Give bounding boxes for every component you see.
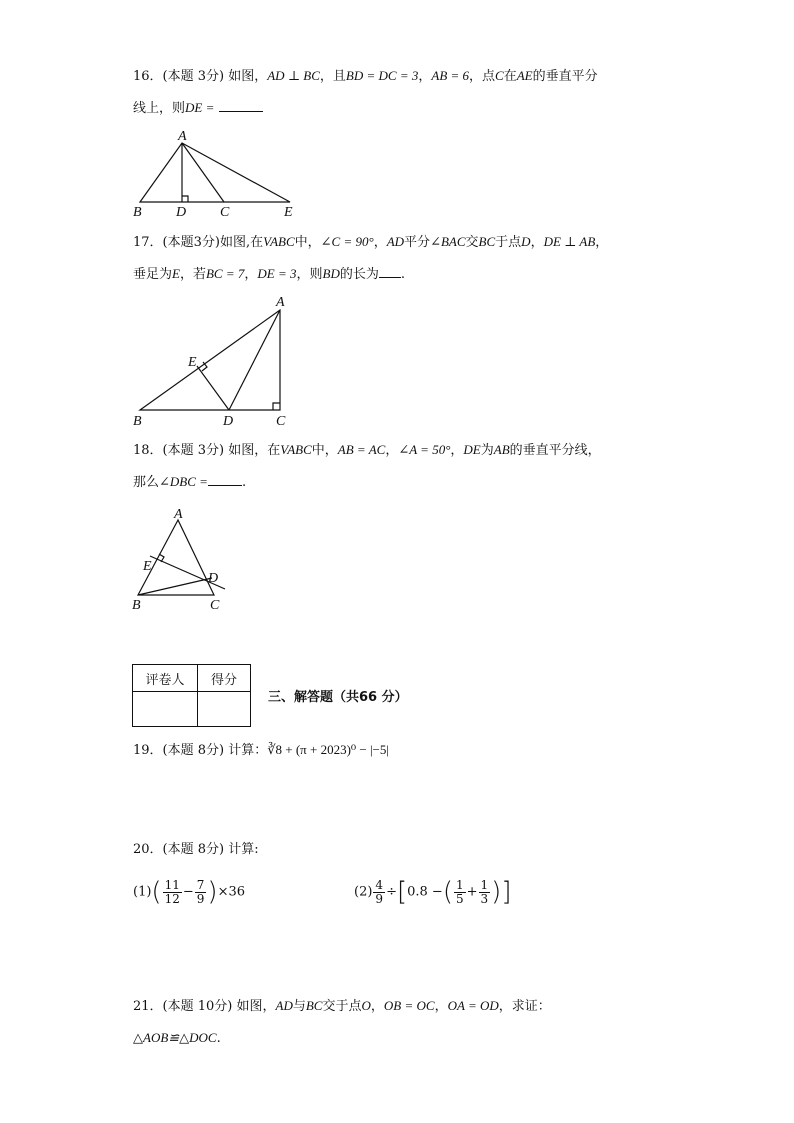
label-C: C	[210, 598, 220, 613]
label-E: E	[188, 355, 197, 370]
q17-line1: 17．(本题3分)如图,在VABC中，∠C = 90°，AD平分∠BAC交BC于点D，DE ⊥ AB，	[133, 234, 609, 250]
label-A: A	[178, 129, 187, 144]
grader-cell[interactable]	[133, 692, 198, 727]
q19: 19．(本题 8分) 计算：∛8 + (π + 2023)⁰ − |−5|	[133, 742, 389, 758]
label-C: C	[220, 205, 230, 220]
q20-part1: (1)( $\frac{11}{12}$ − $\frac{7}{9}$ )×36	[133, 877, 245, 907]
q20-head: 20．(本题 8分) 计算:	[133, 842, 259, 857]
answer-blank[interactable]	[219, 99, 263, 112]
label-C: C	[276, 414, 286, 429]
q18-line2: 那么∠DBC = .	[133, 474, 247, 490]
q16-line1: 16．(本题 3分) 如图，AD ⊥ BC，且BD = DC = 3，AB = 6，点C在AE的垂直平分	[133, 68, 598, 84]
q17-figure	[130, 290, 300, 430]
q21-line2: △AOB≌△DOC.	[133, 1030, 221, 1046]
q21-line1: 21．(本题 10分) 如图，AD与BC交于点O，OB = OC，OA = OD，求证：	[133, 998, 551, 1014]
label-D: D	[176, 205, 187, 220]
answer-blank[interactable]	[208, 473, 242, 486]
q16-line2: 线上，则DE =	[133, 98, 263, 119]
score-cell[interactable]	[198, 692, 251, 727]
label-A: A	[276, 295, 285, 310]
label-E: E	[143, 559, 152, 574]
label-B: B	[133, 414, 142, 429]
grader-header: 评卷人	[133, 665, 198, 692]
label-D: D	[208, 571, 219, 586]
q18-figure	[130, 502, 240, 614]
answer-blank[interactable]	[379, 265, 401, 278]
label-B: B	[132, 598, 141, 613]
q17-line2: 垂足为E，若BC = 7，DE = 3，则BD的长为 .	[133, 266, 406, 282]
q18-line1: 18．(本题 3分) 如图，在VABC中，AB = AC，∠A = 50°，DE为AB的垂直平分线，	[133, 442, 601, 458]
label-D: D	[223, 414, 234, 429]
q19-expression: ∛8 + (π + 2023)⁰ − |−5|	[267, 742, 389, 757]
label-E: E	[284, 205, 293, 220]
label-B: B	[133, 205, 142, 220]
q20-part2: (2) $\frac{4}{9}$ ÷[0.8 −( $\frac{1}{5}$ + $\frac{1}{3}$ )]	[354, 877, 512, 907]
grading-table	[132, 664, 251, 727]
section-title: 三、解答题（共66 分）	[268, 690, 408, 705]
q16-figure	[130, 128, 300, 220]
score-header: 得分	[198, 665, 251, 692]
label-A: A	[174, 507, 183, 522]
